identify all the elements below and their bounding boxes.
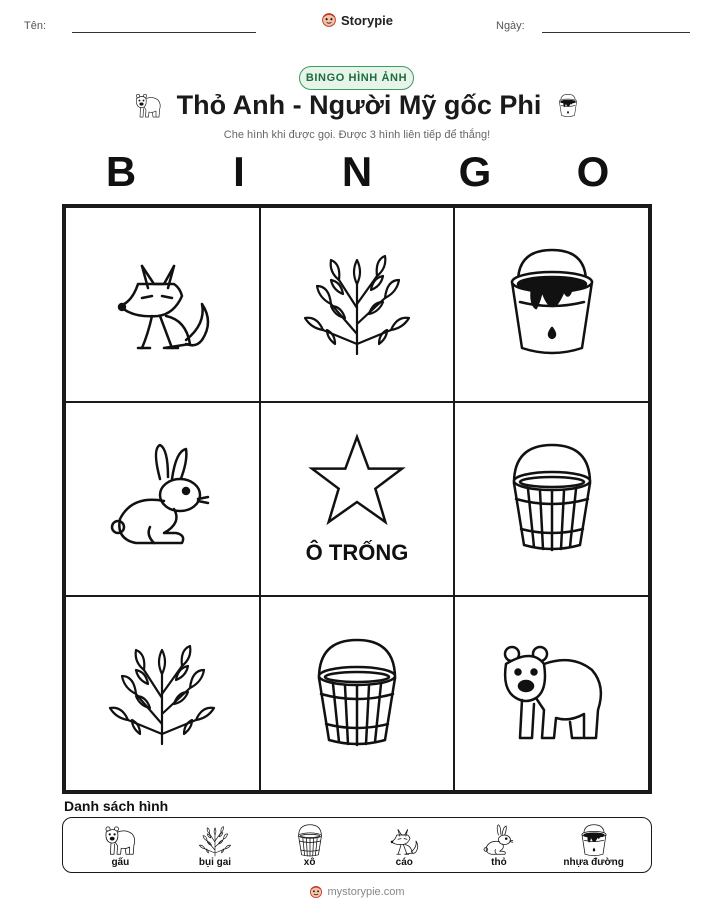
word-list <box>62 817 652 873</box>
briar-bush-icon <box>297 244 417 364</box>
grid-cell[interactable] <box>454 402 649 597</box>
footer-url[interactable]: mystorypie.com <box>327 886 405 898</box>
letter-o: O <box>576 148 610 195</box>
list-item-label: bụi gai <box>198 856 232 868</box>
list-item <box>364 823 444 868</box>
grid-cell[interactable] <box>260 596 455 791</box>
instructions: Che hình khi được gọi. Được 3 hình liên tiếp để thắng! <box>223 129 491 141</box>
storypie-logo-icon <box>309 885 323 899</box>
page-title: Thỏ Anh - Người Mỹ gốc Phi <box>176 90 542 120</box>
footer <box>0 885 714 899</box>
date-label: Ngày: <box>496 20 525 32</box>
grid-cell[interactable] <box>454 596 649 791</box>
letter-g: G <box>458 148 492 195</box>
rabbit-icon <box>102 439 222 559</box>
grid-cell[interactable] <box>65 596 260 791</box>
tar-bucket-icon <box>555 91 581 121</box>
title-row <box>0 90 714 121</box>
bingo-letters <box>62 148 652 198</box>
bear-icon <box>133 91 163 121</box>
free-space-label: Ô TRỐNG <box>305 539 409 565</box>
free-space-cell[interactable] <box>260 402 455 597</box>
letter-i: I <box>233 148 245 195</box>
list-item-label: cáo <box>395 856 413 868</box>
name-line[interactable] <box>72 32 256 33</box>
letter-b: B <box>105 148 137 195</box>
wooden-bucket-icon <box>492 439 612 559</box>
bingo-grid <box>62 204 652 794</box>
list-item <box>459 823 539 868</box>
brand <box>0 12 714 28</box>
fox-icon <box>386 823 422 859</box>
wooden-bucket-icon <box>292 823 328 859</box>
grid-cell[interactable] <box>65 207 260 402</box>
date-line[interactable] <box>542 32 690 33</box>
brand-text: Storypie <box>340 12 393 28</box>
grid-cell[interactable] <box>260 207 455 402</box>
letter-n: N <box>341 148 373 195</box>
bear-icon <box>102 823 138 859</box>
rabbit-icon <box>481 823 517 859</box>
tar-bucket-icon <box>492 244 612 364</box>
star-icon <box>302 432 412 532</box>
list-item-label: gấu <box>111 856 130 868</box>
word-list-title: Danh sách hình <box>64 798 169 814</box>
list-item <box>175 823 255 868</box>
briar-bush-icon <box>197 823 233 859</box>
name-label: Tên: <box>24 20 47 32</box>
list-item-label: thỏ <box>491 856 507 868</box>
storypie-logo-icon <box>321 12 337 28</box>
list-item-label: nhựa đường <box>563 856 624 868</box>
list-item <box>80 823 160 868</box>
list-item <box>554 823 634 868</box>
briar-bush-icon <box>102 634 222 754</box>
grid-cell[interactable] <box>65 402 260 597</box>
list-item-label: xô <box>303 856 316 868</box>
wooden-bucket-icon <box>297 634 417 754</box>
list-item <box>270 823 350 868</box>
bingo-badge: BINGO HÌNH ẢNH <box>299 66 414 90</box>
tar-bucket-icon <box>576 823 612 859</box>
bear-icon <box>492 634 612 754</box>
fox-icon <box>102 244 222 364</box>
grid-cell[interactable] <box>454 207 649 402</box>
